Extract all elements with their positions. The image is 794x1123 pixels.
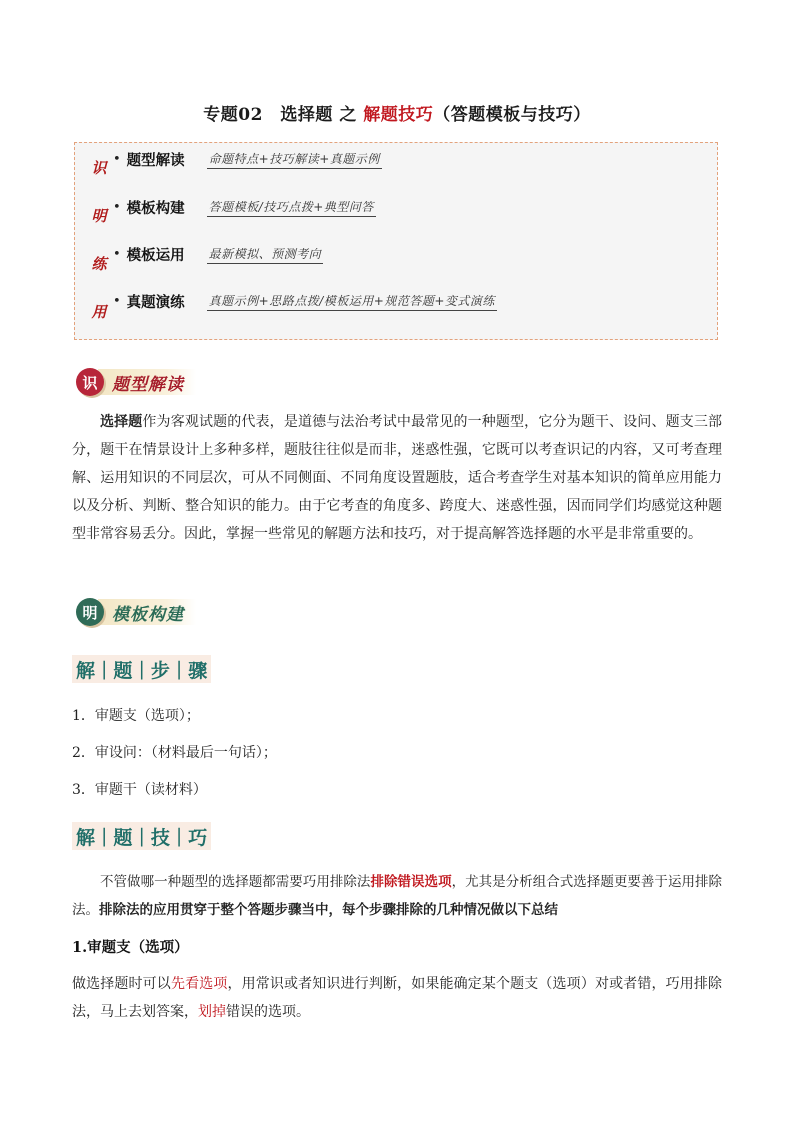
- overview-desc: 答题模板/技巧点拨+典型问答: [207, 198, 376, 217]
- skills-paragraph: [72, 868, 722, 924]
- skills-bold-text: 排除法的应用贯穿于整个答题步骤当中，每个步骤排除的几种情况做以下总结: [99, 902, 558, 918]
- heading-sep: |: [138, 825, 145, 847]
- overview-box: [74, 142, 718, 340]
- title-highlight: 解题技巧: [363, 105, 434, 125]
- section-badge-icon: 明: [76, 598, 104, 626]
- heading-sep: |: [101, 658, 108, 680]
- overview-row: [113, 147, 382, 171]
- heading-sep: |: [138, 658, 145, 680]
- side-char: 用: [91, 303, 107, 321]
- skills-highlight: 排除错误选项: [370, 874, 452, 890]
- heading-char: 解: [76, 659, 96, 682]
- overview-row: [113, 195, 376, 219]
- heading-sep: |: [175, 658, 183, 680]
- section-header-template: [76, 596, 196, 628]
- section-header-reading: [76, 366, 196, 398]
- skills-paragraph-2: [72, 970, 722, 1026]
- bullet-icon: •: [113, 151, 121, 167]
- heading-sep: |: [175, 825, 183, 847]
- side-char: 识: [91, 159, 107, 177]
- heading-char: 题: [113, 659, 133, 682]
- subheading: 1.审题支（选项）: [72, 939, 189, 956]
- heading-char: 步: [150, 659, 170, 682]
- overview-desc: 真题示例+思路点拨/模板运用+规范答题+变式演练: [207, 292, 497, 311]
- overview-label: 模板运用: [126, 246, 185, 264]
- section-title: 模板构建: [98, 599, 196, 625]
- heading-sep: |: [101, 825, 108, 847]
- overview-row: [113, 289, 497, 313]
- overview-desc: 最新模拟、预测考向: [207, 245, 324, 264]
- heading-char: 题: [113, 826, 133, 849]
- skills-text: 做选择题时可以: [72, 976, 171, 992]
- step-item: 2．审设问：（材料最后一句话）；: [72, 745, 277, 761]
- bullet-icon: •: [113, 199, 121, 215]
- title-suffix: （答题模板与技巧）: [433, 105, 591, 125]
- page-title: [0, 100, 794, 125]
- bullet-icon: •: [113, 293, 121, 309]
- heading-char: 技: [150, 826, 170, 849]
- skills-text: 不管做哪一种题型的选择题都需要巧用排除法: [100, 874, 371, 890]
- skills-highlight: 先看选项: [170, 976, 228, 992]
- side-char: 明: [91, 207, 107, 225]
- title-prefix: 专题02 选择题 之: [203, 105, 364, 125]
- step-item: 1．审题支（选项）；: [72, 708, 200, 724]
- heading-char: 解: [76, 826, 96, 849]
- section-badge-icon: 识: [76, 368, 104, 396]
- skills-text: 错误的选项。: [226, 1004, 310, 1020]
- bullet-icon: •: [113, 246, 121, 262]
- heading-char: 骤: [188, 659, 208, 682]
- overview-label: 题型解读: [126, 151, 185, 169]
- overview-label: 模板构建: [126, 199, 185, 217]
- steps-heading: [72, 655, 211, 683]
- heading-char: 巧: [188, 826, 208, 849]
- skills-heading: [72, 822, 211, 850]
- skills-highlight: 划掉: [198, 1004, 226, 1020]
- skills-text: ，尤其是分析组合式选择题更要善于运用排除法。: [72, 874, 723, 918]
- section-title: 题型解读: [98, 369, 196, 395]
- intro-text: 作为客观试题的代表，是道德与法治考试中最常见的一种题型，它分为题干、设问、题支三部分，题干在情景设计上多种多样，题肢往往似是而非，迷惑性强，它既可以考查识记的内容，又可考查理解、运用知识的不同层次，可从不同侧面、不同角度设置题肢，适合考查学生对基本知识的简单应用能力以及分析、判断、整合知识的能力。由于它考查的角度多、跨度大、迷惑性强，因而同学们均感觉这种题型非常容易丢分。因此，掌握一些常见的解题方法和技巧，对于提高解答选择题的水平是非常重要的。: [72, 414, 723, 542]
- intro-lead: 选择题: [100, 414, 143, 430]
- intro-paragraph: [72, 408, 722, 548]
- overview-label: 真题演练: [126, 293, 185, 311]
- side-char: 练: [91, 255, 107, 273]
- step-item: 3．审题干（读材料）: [72, 782, 207, 798]
- overview-row: [113, 242, 323, 266]
- overview-desc: 命题特点+技巧解读+真题示例: [207, 150, 382, 169]
- skills-text: ，用常识或者知识进行判断，如果能确定某个题支（选项）对或者错，巧用排除法，马上去划答案，: [72, 976, 723, 1020]
